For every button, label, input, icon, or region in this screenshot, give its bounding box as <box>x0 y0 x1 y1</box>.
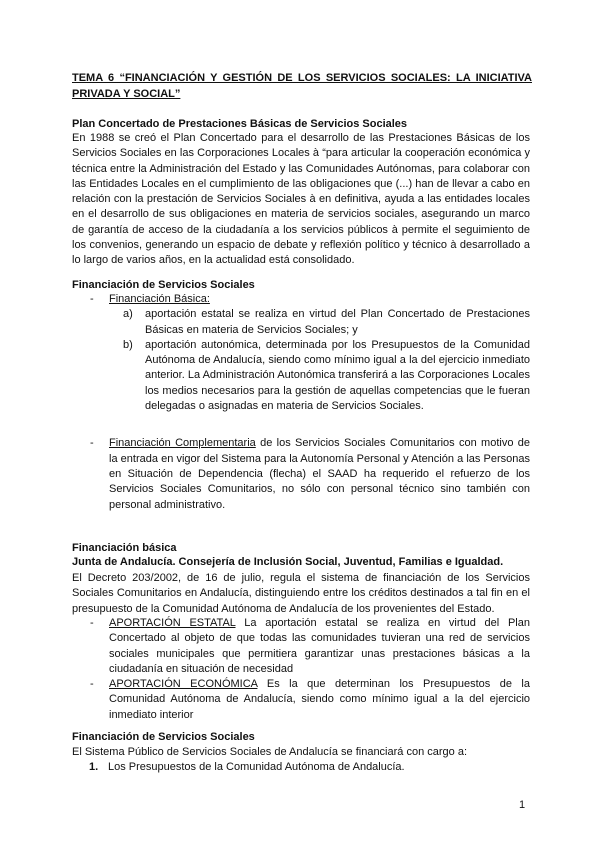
list-item-presupuestos <box>72 760 530 775</box>
financiacion-basica-title: Financiación Básica: <box>109 293 210 305</box>
aportacion-estatal-text: aportación estatal se realiza en virtud del Plan Concertado de Prestaciones Básicas en materia de Servicios Sociales; y <box>145 308 530 336</box>
section-intro-sistema: El Sistema Público de Servicios Sociales de Andalucía se financiará con cargo a: <box>72 746 467 758</box>
financiacion-list <box>72 292 530 513</box>
financiacion-basica-sublist <box>109 307 530 414</box>
aportacion-economica-title: APORTACIÓN ECONÓMICA <box>109 678 258 691</box>
aportacion-estatal-desc: La aportación estatal se realiza en virtud del Plan Concertado al objeto de que todas las comunidades tuvieran una red de servicios sociales municipales que permitiera garantizar unas prestaciones básicas a la ciudadanía en situación de necesidad <box>109 617 530 675</box>
financiacion-complementaria-title: Financiación Complementaria <box>109 437 256 450</box>
aportacion-economica-desc: Es la que determinan los Presupuestos de la Comunidad Autónoma de Andalucía, siendo como mínimo igual a la del ejercicio inmediato interior <box>109 678 530 721</box>
section-heading-plan-concertado: Plan Concertado de Prestaciones Básicas de Servicios Sociales <box>72 118 408 130</box>
section-heading-financiacion-basica: Financiación básica <box>72 542 177 554</box>
section-heading-financiacion-2: Financiación de Servicios Sociales <box>72 731 255 743</box>
presupuestos-text: Los Presupuestos de la Comunidad Autónoma de Andalucía. <box>108 761 405 773</box>
list-item-aportacion-estatal-upper <box>72 616 530 677</box>
list-item-aportacion-estatal <box>109 307 530 338</box>
section-body-plan-concertado: En 1988 se creó el Plan Concertado para el desarrollo de las Prestaciones Básicas de los Servicios Sociales en las Corporaciones Locales à “para articular la cooperación económica y técnica entre la Administración del Estado y las Comunidades Autónomas, para colaborar con las Entidades Locales en el cumplimiento de las obligaciones que (...) han de llevar a cabo en relación con la prestación de Servicios Sociales à en definitiva, ayuda a las entidades locales en el desarrollo de sus obligaciones en materia de servicios sociales, asegurando un marco de garantía de acceso de la ciudadanía a los servicios públicos à permite el seguimiento de los convenios, generando un espacio de debate y reflexión político y técnico à desarrollado a lo largo de varios años, en la actualidad está consolidado. <box>72 132 530 267</box>
list-marker: 1. <box>89 761 99 773</box>
aportaciones-list <box>72 616 530 723</box>
page-number: 1 <box>519 799 526 811</box>
aportacion-autonomica-text: aportación autonómica, determinada por los Presupuestos de la Comunidad Autónoma de Andalucía, siendo como mínimo igual a la del ejercicio inmediato anterior. La Administración Autonómica transferirá a las Corporaciones Locales los medios necesarios para la gestión de aquellas competencias que le fueran delegadas o asignadas en materia de Servicios Sociales. <box>145 338 530 413</box>
list-item-financiacion-complementaria <box>72 436 530 512</box>
aportacion-estatal-title: APORTACIÓN ESTATAL <box>109 617 236 629</box>
list-item-aportacion-economica <box>72 677 530 723</box>
financiacion-numbered-list <box>72 760 530 775</box>
section-body-decreto: El Decreto 203/2002, de 16 de julio, regula el sistema de financiación de los Servicios Sociales Comunitarios en Andalucía, distinguiendo entre los créditos destinados a tal fin en el presupuesto de la Comunidad Autónoma de Andalucía de los provenientes del Estado. <box>72 572 530 615</box>
list-item-aportacion-autonomica <box>109 338 530 414</box>
financiacion-complementaria-text: de los Servicios Sociales Comunitarios con motivo de la entrada en vigor del Sistema para la Autonomía Personal y Atención a las Personas en Situación de Dependencia (flecha) el SAAD ha requerido el refuerzo de los Servicios Sociales Comunitarios, no sólo con personal técnico sino también con personal administrativo. <box>109 437 530 511</box>
list-marker: b) <box>123 338 133 351</box>
document-title: TEMA 6 “FINANCIACIÓN Y GESTIÓN DE LOS SERVICIOS SOCIALES: LA INICIATIVA PRIVADA Y SOCIAL” <box>72 72 532 100</box>
section-heading-financiacion: Financiación de Servicios Sociales <box>72 279 255 291</box>
list-item-financiacion-basica <box>72 292 530 414</box>
section-subheading-junta: Junta de Andalucía. Consejería de Inclusión Social, Juventud, Familias e Igualdad. <box>72 556 504 568</box>
list-marker: a) <box>123 308 133 321</box>
